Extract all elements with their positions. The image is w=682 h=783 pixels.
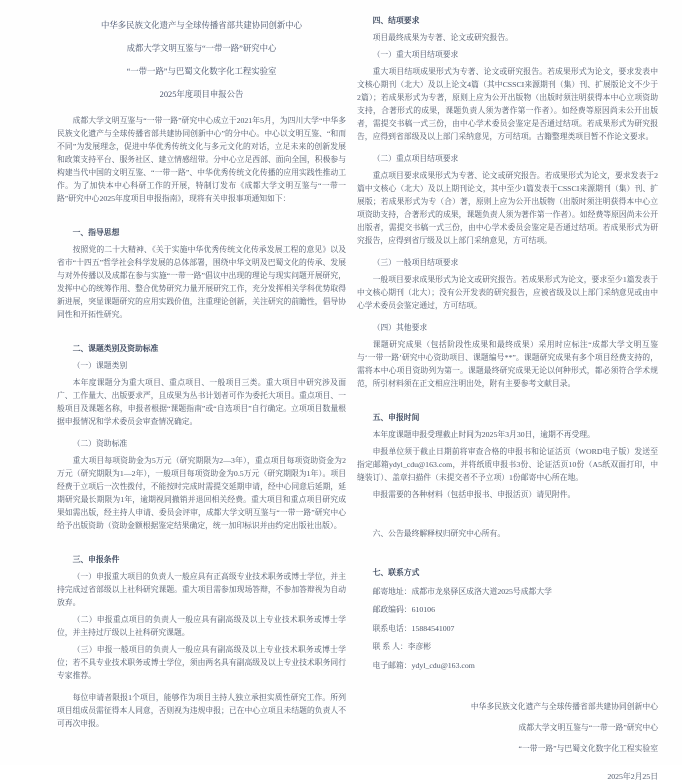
signature-line-3: “一带一路”与巴蜀文化数字化工程实验室 [518, 743, 658, 753]
contact-phone: 联系电话：15884541007 [372, 623, 455, 633]
section-4-heading: 四、结项要求 [372, 16, 420, 25]
doc-title-line-1: 中华多民族文化遗产与全球传播省部共建协同创新中心 [101, 21, 302, 30]
document-date: 2025年2月25日 [607, 771, 658, 781]
section-4-paragraph-1: 重大项目结项成果形式为专著、论文或研究报告。若成果形式为论文，要求发表中文核心期刊（北大）及以上论文4篇（其中CSSCI来源期刊（集）刊、扩展版论文不少于2篇）；若成果形式为专著，原则上应为公开出版物（出版时须注明获得本中心立项资助支持，合著形式的成果，课题负责人须为著作第一作者）。如经费等原因尚未公开出版者，需提交书稿一式三份，由中心学术委员会鉴定是否通过结项。若成果形式为研究报告，应得到省部级及以上部门采纳意见，方可结项。古籍整理类项目暂不作论文要求。 [357, 67, 658, 141]
intro-paragraph: 成都大学文明互鉴与“一带一路”研究中心成立于2021年5月，为四川大学“中华多民族文化遗产与全球传播省部共建协同创新中心”的分中心。中心以文明互鉴、“和而不同”为发展理念，促进中华优秀传统文化与多元文化的对话，立足未来的创新发展和政策支持平台、服务社区、建立情感纽带。分中心立足西部、面向全国，积极参与构建当代中国的文明互鉴、“一带一路”、中华优秀传统文化传播的应用实践性推动工作。为了加快本中心科研工作的开展，特制订发布《成都大学文明互鉴与“一带一路”研究中心2025年度项目申报指南》，现将有关申报事项通知如下： [57, 116, 346, 203]
section-4-sub-4: （四）其他要求 [372, 323, 428, 332]
section-2-sub-2: （二）资助标准 [72, 439, 128, 448]
section-5-paragraph-1: 本年度课题申报受理截止时间为2025年3月30日，逾期不再受理。 [372, 430, 595, 439]
contact-zip: 邮政编码：610106 [372, 605, 435, 614]
section-2-sub-1: （一）课题类别 [72, 361, 128, 370]
doc-title-line-2: 成都大学文明互鉴与“一带一路”研究中心 [126, 44, 277, 53]
section-4-sub-1: （一）重大项目结项要求 [372, 50, 459, 59]
section-7-heading: 七、联系方式 [372, 568, 420, 577]
doc-title-line-4: 2025年度项目申报公告 [159, 90, 244, 99]
section-4-sub-3: （三）一般项目结项要求 [372, 258, 459, 267]
section-2-heading: 二、课题类别及资助标准 [72, 344, 159, 353]
section-6-heading: 六、公告最终解释权归研究中心所有。 [372, 529, 506, 538]
section-4-paragraph-2: 重点项目要求成果形式为专著、论文或研究报告。若成果形式为论文，要求发表于2篇中文核心（北大）及以上期刊论文，其中至少1篇发表于CSSCI来源期刊（集）刊、扩展版；若成果形式为专（合）著，原则上应为公开出版物（出版时须注明获得本中心立项资助支持，合著形式的成果，课题负责人须为著作第一作者）。如经费等原因尚未公开出版者，需提交书稿一式三份，由中心学术委员会鉴定是否通过结项。若成果形式为研究报告，应得到省厅级及以上部门采纳意见，方可结项。 [357, 171, 658, 245]
contact-person: 联 系 人：李彦彬 [372, 642, 432, 651]
contact-address: 邮寄地址：成都市龙泉驿区成洛大道2025号成都大学 [372, 586, 552, 596]
section-2-paragraph-1: 本年度课题分为重大项目、重点项目、一般项目三类。重大项目中研究涉及面广、工作量大、出版要求严，且成果为丛书计划者可作为委托大项目。重点项目、一般项目及课题名称，申报者根据“课题指南”或“自选项目”自行确定。立项项目数量根据申报情况和学术委员会审查情况确定。 [57, 378, 346, 426]
section-3-paragraph-2: （二）申报重点项目的负责人一般应具有副高级及以上专业技术职务或博士学位，并主持过厅级以上社科研究课题。 [57, 615, 346, 637]
section-4-paragraph-4: 课题研究成果（包括阶段性成果和最终成果）采用时应标注“成都大学文明互鉴与‘一带一路’研究中心资助项目、课题编号**”。课题研究成果有多个项目经费支持的，需将本中心项目资助列为第一。课题最终研究成果无论以何种形式，都必须符合学术规范，所引材料须在正文相应注明出处，附有主要参考文献目录。 [357, 340, 658, 388]
signature-line-2: 成都大学文明互鉴与“一带一路”研究中心 [518, 722, 658, 732]
contact-email: 电子邮箱：ydyl_cdu@163.com [372, 660, 475, 670]
section-3-paragraph-4: 每位申请者限报1个项目，能够作为项目主持人独立承担实质性研究工作。所列项目组成员需征得本人同意，否则视为违规申报；已在中心立项且未结题的负责人不可再次申报。 [57, 693, 346, 728]
section-4-paragraph-3: 一般项目要求成果形式为论文或研究报告。若成果形式为论文，要求至少1篇发表于中文核心期刊（北大）；没有公开发表的研究报告，应被省级及以上部门采纳意见或由中心学术委员会鉴定通过，方可结项。 [357, 275, 658, 310]
doc-title-block [57, 14, 346, 106]
left-column [57, 14, 346, 730]
section-4-sub-2: （二）重点项目结项要求 [372, 154, 459, 163]
section-3-paragraph-3: （三）申报一般项目的负责人一般应具有副高级及以上专业技术职务或博士学位；若不具专业技术职务或博士学位，须由两名具有副高级及以上专业技术职务同行专家推荐。 [57, 645, 346, 680]
section-2-paragraph-2: 重大项目每项资助金为5万元（研究期限为2—3年），重点项目每项资助资金为2万元（研究期限为1—2年），一般项目每项资助金为0.5万元（研究期限为1年）。项目经费于立项后一次性拨付，不能按时完成时需提交延期申请，经中心同意后延期，延期研究最长期限为1年，逾期视同撤销并退回相关经费。重大项目和重点项目研究成果如需出版，经主持人申请、委员会评审，成都大学文明互鉴与“一带一路”研究中心给予出版资助（资助金额根据鉴定结果确定，统一加印标识并由约定出版社出版）。 [57, 456, 346, 530]
section-3-paragraph-1: （一）申报重大项目的负责人一般应具有正高级专业技术职务或博士学位，并主持完成过省部级以上社科研究课题。重大项目需参加现场答辩，不参加答辩视为自动放弃。 [57, 572, 346, 607]
section-1-paragraph: 按照党的二十大精神、《关于实施中华优秀传统文化传承发展工程的意见》以及省市“十四五”哲学社会科学发展的总体部署，围绕中华文明及巴蜀文化的传承、发展与对外传播以及成都在参与实施“一带一路”倡议中出现的理论与现实问题开展研究，发挥中心的统筹作用、整合优势研究力量开展研究工作，充分发挥相关学科优势取得新进展，突显课题研究的应用实践价值，注重理论创新，关注研究的前瞻性，倡导协同性和开拓性研究。 [57, 245, 346, 319]
section-5-heading: 五、申报时间 [372, 413, 420, 422]
section-4-lead: 项目最终成果为专著、论文或研究报告。 [372, 33, 513, 42]
section-5-paragraph-3: 申报需要的各种材料（包括申报书、申报活页）请见附件。 [372, 490, 576, 499]
section-1-heading: 一、指导思想 [72, 228, 120, 237]
section-5-paragraph-2: 申报单位须于截止日期前将审查合格的申报书和论证活页（WORD电子版）发送至指定邮箱ydyl_cdu@163.com，并将纸质申报书3份、论证活页10份（A5纸双面打印，中缝装订）、盖章扫描件（未提交者不予立项）1份邮寄中心所在地。 [357, 447, 658, 482]
signature-block [357, 696, 658, 759]
right-column [357, 14, 658, 783]
doc-title-line-3: “一带一路”与巴蜀文化数字化工程实验室 [126, 67, 277, 76]
section-3-heading: 三、申报条件 [72, 555, 120, 564]
signature-line-1: 中华多民族文化遗产与全球传播省部共建协同创新中心 [470, 701, 658, 711]
